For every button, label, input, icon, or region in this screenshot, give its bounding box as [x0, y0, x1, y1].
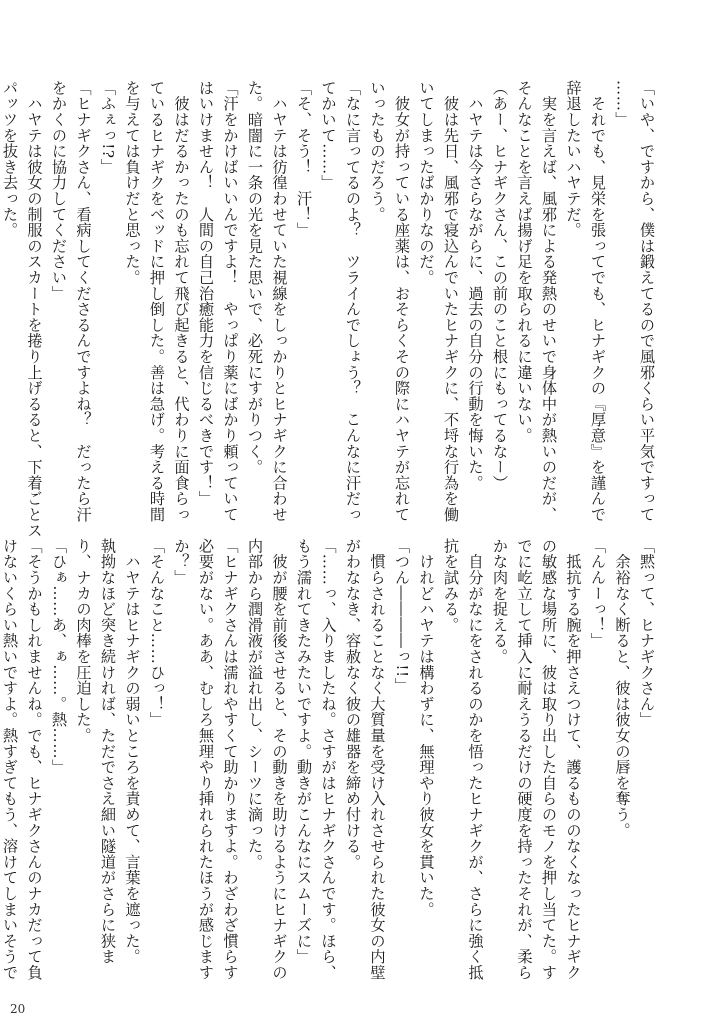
text-line: 「そんなこと……ひっ！」 — [148, 538, 166, 728]
text-line: た。暗闇に一条の光を見た思いで、必死にすがりつく。 — [246, 80, 264, 475]
text-line: 慣らされることなく大質量を受け入れさせられた彼女の内壁 — [368, 538, 387, 981]
text-line: 自分がなにをされるのかを悟ったヒナギクが、さらに強く抵 — [466, 538, 485, 981]
page-number: 20 — [10, 1002, 26, 1016]
text-line: かな肉を捉える。 — [491, 538, 509, 665]
text-block-lower — [1, 538, 659, 1008]
text-line: そんなことを言えば揚げ足を取られるに違いない。 — [515, 80, 534, 444]
text-line: 執拗なほど突き続ければ、ただでさえ細い隧道がさらに狭ま — [99, 538, 117, 965]
text-line: （あー、ヒナギクさん、この前のこと根にもってるなー） — [491, 80, 509, 491]
text-line: 辞退したいハヤテだ。 — [564, 80, 583, 238]
text-line: 「いや、ですから、僕は鍛えてるので風邪くらい平気ですって — [638, 80, 656, 523]
text-block-upper — [1, 80, 659, 540]
text-line: 実を言えば、風邪による発熱のせいで身体中が熱いのだが、 — [540, 80, 558, 523]
text-line: ハヤテは今さらながらに、過去の自分の行動を悔いた。 — [466, 80, 485, 491]
text-line: けれどハヤテは構わずに、無理やり彼女を貫いた。 — [417, 538, 436, 918]
text-line: はいけません！ 人間の自己治癒能力を信じるべきです！」 — [197, 80, 215, 507]
text-line: ハヤテは彷徨わせていた視線をしっかりとヒナギクに合わせ — [270, 80, 289, 523]
text-line: 「ヒナギクさんは濡れやすくて助かりますよ。わざわざ慣らす — [221, 538, 240, 981]
text-line: 彼女が持っている座薬は、おそらくその際にハヤテが忘れて — [393, 80, 411, 523]
text-line: てかいて……」 — [319, 80, 338, 191]
text-line: でに屹立して挿入に耐えうるだけの硬度を持ったそれが、柔ら — [515, 538, 534, 981]
text-line: 「ヒナギクさん、看病してくださるんですよね？ だったら汗 — [74, 80, 93, 523]
text-line: いったものだろう。 — [368, 80, 387, 223]
text-line: 余裕なく断ると、彼は彼女の唇を奪う。 — [613, 538, 632, 839]
text-line: ているヒナギクをベッドに押し倒した。善は急げ。考える時間 — [148, 80, 166, 523]
text-line: 抵抗する腕を押さえつけて、護るもののなくなったヒナギク — [564, 538, 583, 981]
text-line: 「……っ、入りましたね。さすがはヒナギクさんです。ほら、 — [319, 538, 338, 981]
text-line: 「そうかもしれませんね。でも、ヒナギクさんのナカだって負 — [25, 538, 44, 981]
text-line: もう濡れてきたみたいですよ。動きがこんなにスムーズに」 — [295, 538, 313, 965]
text-line: 「汗をかけばいいんですよ！ やっぱり薬にばかり頼っていて — [221, 80, 240, 523]
text-line: がわななき、容赦なく彼の雄器を締め付ける。 — [344, 538, 362, 870]
text-line: ……」 — [613, 80, 632, 128]
text-line: 彼はだるかったのも忘れて飛び起きると、代わりに面食らっ — [172, 80, 191, 523]
text-line: か？」 — [172, 538, 191, 586]
text-line: 「ふぇっ!?」 — [99, 80, 117, 175]
text-line: 「黙って、ヒナギクさん」 — [638, 538, 656, 728]
text-line: 内部から潤滑液が溢れ出し、シーツに滴った。 — [246, 538, 264, 870]
text-line: いてしまったばかりなのだ。 — [417, 80, 436, 286]
text-line: 抗を試みる。 — [442, 538, 460, 633]
text-line: を与えては負けだと思った。 — [123, 80, 142, 286]
text-line: ハヤテはヒナギクの弱いところを責めて、言葉を遮った。 — [123, 538, 142, 965]
text-line: 「そ、そう！ 汗！」 — [295, 80, 313, 238]
text-line: ハヤテは彼女の制服のスカートを捲り上げるると、下着ごとス — [25, 80, 44, 539]
text-line: 必要がない。ああ、むしろ無理やり挿れられたほうが感じます — [197, 538, 215, 981]
text-line: 「なに言ってるのよ？ ツライんでしょう？ こんなに汗だっ — [344, 80, 362, 523]
text-line: の敏感な場所に、彼は取り出した自らのモノを押し当てた。す — [540, 538, 558, 981]
text-line: パッツを抜き去った。 — [1, 80, 19, 238]
text-line: 「ひぁ……あ、ぁ……。熱……」 — [50, 538, 68, 775]
text-line: 「んんーっ！」 — [589, 538, 607, 649]
text-line: けないくらい熱いですよ。熱すぎてもう、溶けてしまいそうで — [1, 538, 19, 981]
text-line: 「つん――――っ!!」 — [393, 538, 411, 694]
text-line: り、ナカの肉棒を圧迫した。 — [74, 538, 93, 744]
text-line: それでも、見栄を張ってでも、ヒナギクの『厚意』を謹んで — [589, 80, 607, 523]
text-line: 彼は先日、風邪で寝込んでいたヒナギクに、不埒な行為を働 — [442, 80, 460, 523]
text-line: 彼が腰を前後させると、その動きを助けるようにヒナギクの — [270, 538, 289, 981]
text-line: をかくのに協力してください」 — [50, 80, 68, 302]
